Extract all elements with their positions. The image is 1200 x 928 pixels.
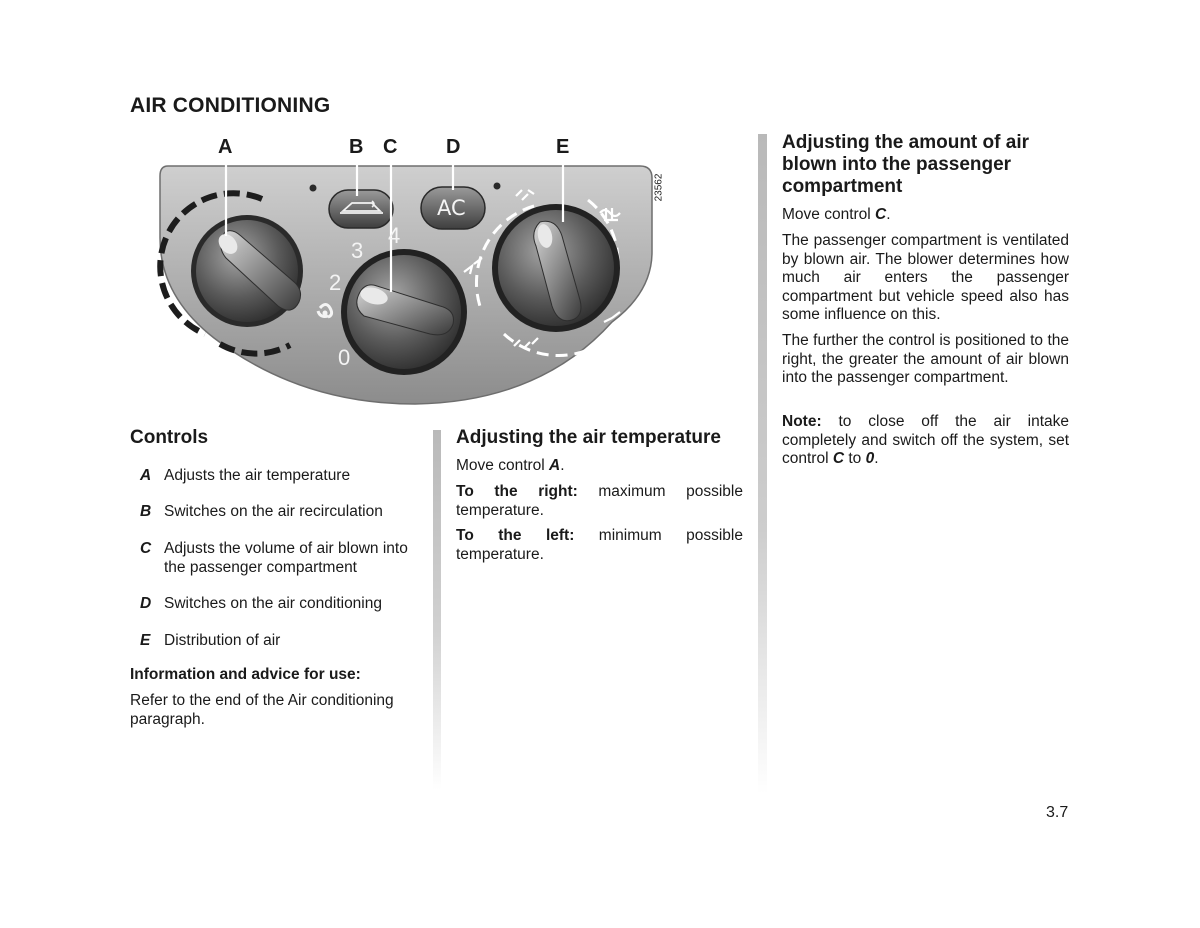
note-key: C (832, 450, 845, 467)
air-amount-note (782, 413, 1069, 469)
move-key: A (549, 457, 561, 474)
page-title: AIR CONDITIONING (130, 94, 331, 117)
ac-button-label: AC (437, 196, 466, 220)
note-mid: to (844, 450, 866, 467)
right-text: maximum possible temperature. (456, 483, 743, 519)
figure-ref-number-text: 23562 (653, 173, 665, 202)
fan-speed-0: 0 (338, 345, 351, 370)
control-key: E (140, 632, 151, 649)
callout-e: E (556, 136, 570, 158)
fan-speed-2: 2 (329, 270, 342, 295)
temperature-move-text (456, 457, 565, 476)
climate-control-panel-illustration (150, 150, 690, 412)
move-suffix: . (560, 457, 565, 474)
control-text: Distribution of air (164, 632, 281, 649)
fan-speed-4: 4 (388, 223, 401, 248)
move-key: C (875, 206, 887, 223)
left-label: To the left: (456, 527, 575, 544)
control-item (140, 503, 424, 522)
control-key: D (140, 595, 152, 612)
distribution-knob (492, 204, 620, 332)
control-item (140, 540, 424, 577)
info-heading: Information and advice for use: (130, 666, 361, 683)
control-text: Switches on the air conditioning (164, 595, 382, 612)
left-text: minimum possible temperature. (456, 527, 743, 563)
column-separator-1 (433, 430, 441, 790)
control-key: A (140, 467, 152, 484)
note-text: to close off the air intake completely and switch off the system, set control (782, 413, 1069, 467)
info-text: Refer to the end of the Air conditioning paragraph. (130, 692, 394, 728)
control-key: B (140, 503, 152, 520)
callout-d: D (446, 136, 461, 158)
move-prefix: Move control (782, 206, 876, 223)
figure-ref-number (653, 170, 677, 208)
control-text: Adjusts the volume of air blown into the passenger compartment (164, 540, 408, 576)
recirculation-button (329, 190, 393, 228)
note-end: . (874, 450, 879, 467)
control-item (140, 632, 424, 651)
control-item (140, 595, 424, 614)
control-text: Adjusts the air temperature (164, 467, 351, 484)
page-number: 3.7 (1046, 804, 1069, 821)
control-text: Switches on the air recirculation (164, 503, 383, 520)
callout-a: A (218, 136, 233, 158)
control-item (140, 467, 424, 486)
blower-knob (341, 249, 467, 375)
callout-b: B (349, 136, 364, 158)
temperature-knob (191, 215, 303, 327)
column-separator-2 (758, 134, 767, 794)
note-label: Note: (782, 413, 822, 430)
note-key: 0 (865, 450, 875, 467)
temperature-right-text (456, 483, 743, 520)
air-amount-para1: The passenger compartment is ventilated by blown air. The blower determines how much air enters the passenger compartment but vehicle speed also has some influence on this. (782, 232, 1069, 323)
temperature-heading: Adjusting the air temperature (456, 427, 721, 448)
right-label: To the right: (456, 483, 578, 500)
air-amount-heading: Adjusting the amount of air blown into the passenger compartment (782, 132, 1029, 197)
controls-heading: Controls (130, 427, 209, 448)
air-amount-para2: The further the control is positioned to the right, the greater the amount of air blown into the passenger compartment. (782, 332, 1069, 386)
move-suffix: . (886, 206, 891, 223)
move-prefix: Move control (456, 457, 550, 474)
fan-speed-3: 3 (351, 238, 364, 263)
air-amount-move-text (782, 206, 891, 225)
control-key: C (140, 540, 152, 557)
temperature-left-text (456, 527, 743, 564)
callout-c: C (383, 136, 398, 158)
